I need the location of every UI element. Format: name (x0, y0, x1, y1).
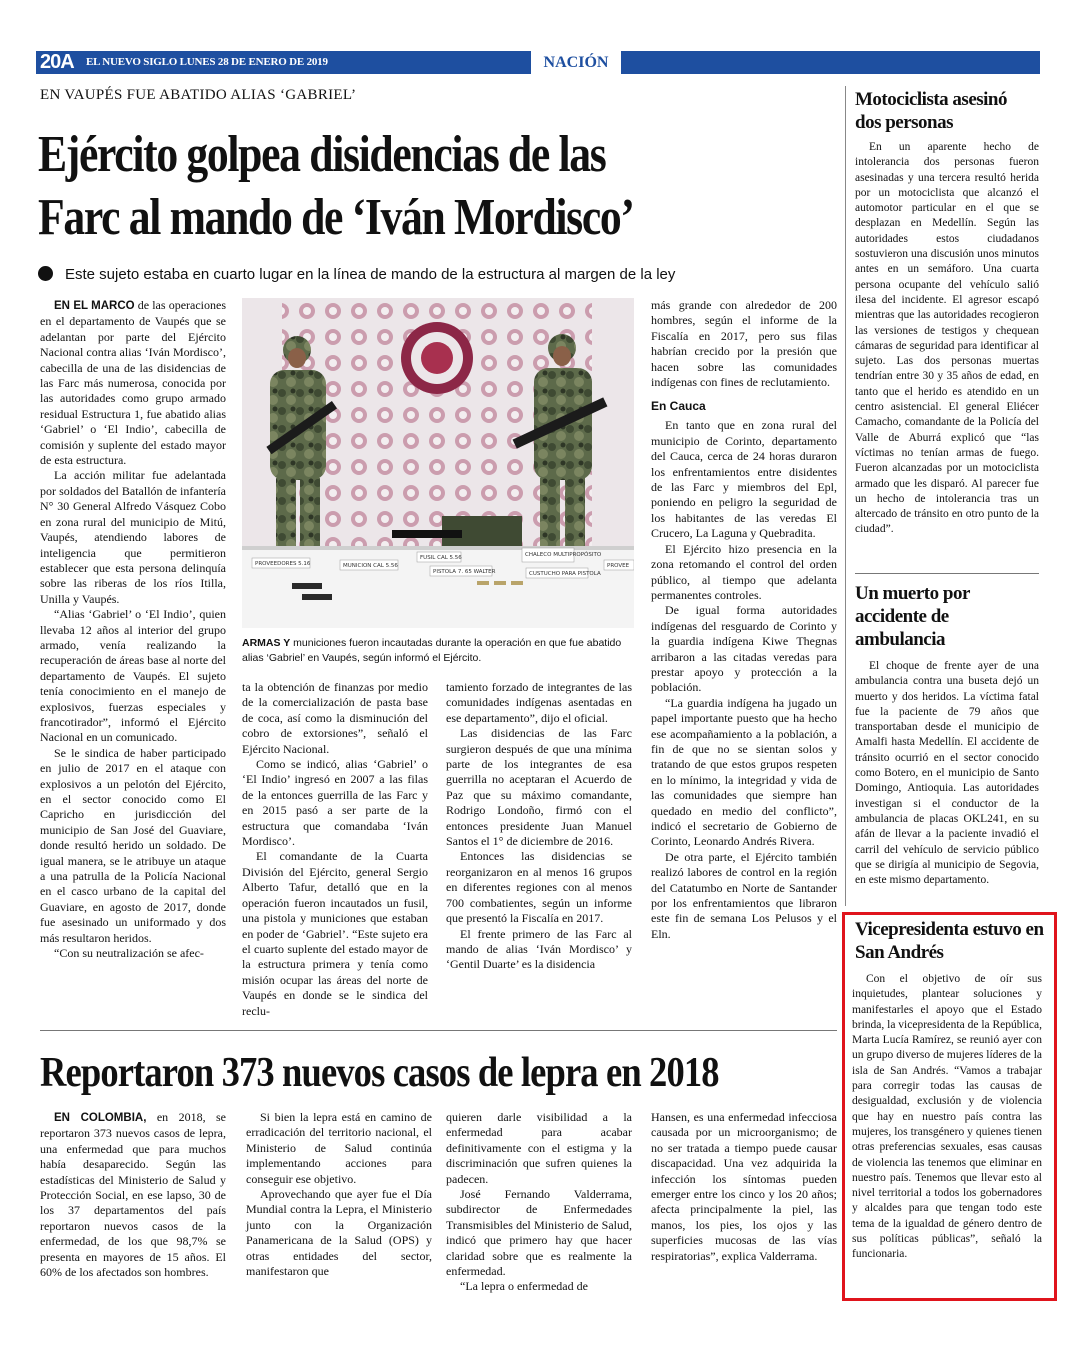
paragraph: Como se indicó, alias ‘Gabriel’ o ‘El Indio’ ingresó en 2007 a las filas de la entonces guerrilla de las Farc y en 2015 pasó a ser parte de la estructura que comandaba ‘Iván Mordisco’. (242, 757, 428, 849)
paragraph: El comandante de la Cuarta División del Ejército, general Sergio Alberto Tafur, detalló que en la operación fueron incautados un fusil, una pistola y municiones que estaban en poder de ‘Gabriel’. “Este sujeto era el cuarto suplente del estado mayor de la estructura primera y tenía como misión ocupar las áreas del norte de Vaupés en donde se le sindica del reclu- (242, 849, 428, 1018)
paragraph: tamiento forzado de integrantes de las comunidades indígenas asentadas en ese departamento”, dijo el oficial. (446, 680, 632, 725)
paragraph: Con el objetivo de oír sus inquietudes, plantear soluciones y manifestarles el apoyo que el Estado brinda, la vicepresidenta de la República, Marta Lucía Ramírez, se reunió ayer con un grupo diverso de mujeres líderes de la isla de San Andrés. “Vamos a trabajar para corregir todas las causas de desigualdad, exclusión y de violencia que hay en nuestro país contra las mujeres, los transgénero y quienes tienen otras preferencias sexuales, esas causas de violencia las tenemos que eliminar en nuestro país. Tenemos que llevar esto al nivel territorial a todos los gobernadores y alcaldes para que tengan todo este tema de la igualdad de género dentro de sus políticas públicas”, señaló la funcionaria. (852, 973, 1042, 1261)
sidebar-divider (845, 86, 846, 906)
article-photo (242, 298, 634, 628)
paragraph: “La guardia indígena ha jugado un papel importante puesto que ha hecho ese acompañamiento a la población, a fin de que no se sientan solos y tratando de que estos grupos respeten en lo mínimo, la integridad y vida de las comunidades que siempre han quedado en medio del conflicto”, indicó el secretario de Gobierno de Corinto, Leonardo Andrés Rivera. (651, 695, 837, 849)
article-divider (40, 1030, 837, 1031)
photo-label: MUNICION CAL 5.56 (343, 563, 398, 569)
paragraph: La acción militar fue adelantada por soldados del Batallón de infantería N° 30 General Alfredo Vásquez Cobo en zona rural del municipio de Mitú, Vaupés, atendiendo labores de inteligencia que permitieron establecer que esta persona delinquía sobre las riberas de los ríos Itilla, Unilla y Vaupés. (40, 468, 226, 606)
paragraph: Aprovechando que ayer fue el Día Mundial contra la Lepra, el Ministerio junto con la Organización Panamericana de la Salud (OPS) y otras entidades del sector, manifestaron que (246, 1187, 432, 1279)
photo-label: FUSIL CAL 5.56 (420, 555, 462, 561)
photo-caption (242, 636, 634, 666)
sidebar-story-title: Vicepresidenta estuvo en San Andrés (855, 919, 1044, 963)
article-subhead (38, 265, 818, 285)
paragraph: “Con su neutralización se afec- (54, 946, 204, 961)
lepra-headline: Reportaron 373 nuevos casos de lepra en 2018 (40, 1050, 719, 1096)
paragraph: Si bien la lepra está en camino de erradicación del territorio nacional, el Ministerio de Salud continúa implementando acciones para conseguir ese objetivo. (246, 1110, 432, 1186)
paragraph: El choque de frente ayer de una ambulancia contra una buseta dejó un muerto y dos heridos. La víctima fatal fue la paciente de 79 años que transportaban desde el municipio de Amalfi hasta Medellín. El accidente de tránsito ocurrió en el sector conocido como Botero, en el municipio de Santo Domingo, Antioquia. Las autoridades investigan si el conductor de la ambulancia de placas OKL241, en su afán de llevar a la paciente invadió el carril del vehículo de servicio público que se dirigía al municipio de Segovia, en este mismo departamento. (855, 660, 1039, 887)
paragraph: Hansen, es una enfermedad infecciosa causada por un microorganismo; de no ser tratada a tiempo puede causar discapacidad. Una vez adquirida la infección los síntomas pueden emerger entre los cinco y los 20 años; afecta principalmente la piel, las manos, los pies, los ojos y las superficies mucosas de las vías respiratorias”, explica Valderrama. (651, 1110, 837, 1263)
paragraph: de las operaciones en el departamento de Vaupés que se adelantan por parte del Ejército Nacional contra alias ‘Iván Mordisco’, cabecilla de una de las disidencias de las Farc más numerosa, conocida por las autoridades como grupo armado residual Estructura 1, fue abatido alias ‘Gabriel’ o ‘El Indio’, cabecilla de comisión y suplente del estado mayor de esta estructura. (40, 298, 226, 468)
page-header-bar (36, 51, 1040, 74)
article-headline (38, 123, 702, 249)
paragraph: José Fernando Valderrama, subdirector de Enfermedades Transmisibles del Ministerio de Salud, indicó que primero hay que hacer claridad sobre que es realmente la enfermedad. (446, 1187, 632, 1279)
paragraph: El frente primero de las Farc al mando de alias ‘Iván Mordisco’ y ‘Gentil Duarte’ es la disidencia (446, 926, 632, 972)
lead-in: EN COLOMBIA, (54, 1112, 147, 1124)
lead-in: EN EL MARCO (54, 300, 135, 312)
sidebar-story-divider (855, 573, 1039, 574)
section-name: NACIÓN (531, 51, 621, 74)
paragraph: En tanto que en zona rural del municipio de Corinto, departamento del Cauca, cerca de 24 horas duraron los enfrentamientos entre disidentes de las Farc y miembros del Epl, poniendo en peligro la seguridad de los habitantes de las veredas El Crucero, La Laguna y Quebradita. (651, 418, 837, 541)
article-kicker: EN VAUPÉS FUE ABATIDO ALIAS ‘GABRIEL’ (40, 87, 357, 103)
main-article-column-3 (446, 680, 632, 973)
paragraph: en 2018, se reportaron 373 nuevos casos de lepra, una enfermedad que para muchos había desaparecido. Según las estadísticas del Ministerio de Salud y Protección Social, en ese lapso, 30 de los 37 departamentos del país reportaron nuevos casos de la enfermedad, de los que 98,7% se presenta en mayores de 15 años. El 60% de los afectados son hombres. (40, 1110, 226, 1280)
main-article-column-2 (242, 680, 428, 1019)
sidebar-story-body (855, 140, 1039, 538)
sidebar-story-title: Un muerto por accidente de ambulancia (855, 583, 970, 650)
paragraph: quieren darle visibilidad a la enfermedad para acabar definitivamente con el estigma y la discriminación que sufren quienes la padecen. (446, 1110, 632, 1186)
paragraph: En un aparente hecho de intolerancia dos personas fueron asesinadas y una tercera resultó herida por un motociclista que alcanzó el automotor particular en el que se desplazan en Medellín. Según las autoridades estos ciudadanos sostuvieron una discusión unos minutos antes en un semáforo. Una cuarta persona ocupante del vehículo salió ilesa del incidente. El agresor escapó mientras que las autoridades recogieron las versiones de testigos y chequean cámaras de seguridad para identificar al sujeto. Las dos personas muertas tendrían entre 30 y 35 años de edad, en tanto que el herido es atendido en un centro asistencial. El general Eliécer Camacho, comandante de la Policía del Valle de Aburrá explicó que “las víctimas no tenían armas de fuego. Fueron alcanzadas por un motociclista armado que les disparó. Al parecer fue un hecho de intolerancia tras un altercado de tránsito en otro punto de la ciudad”. (855, 141, 1039, 536)
lepra-column-3 (446, 1110, 632, 1295)
lepra-column-4 (651, 1110, 837, 1264)
section-subtitle: En Cauca (651, 399, 706, 414)
bullet-icon (38, 266, 53, 281)
photo-label: CUSTUCHO PARA PISTOLA (529, 571, 601, 577)
photo-label: PROVEEDORES 5.16 (255, 561, 311, 567)
sidebar-story-title: Motociclista asesinó dos personas (855, 89, 1008, 133)
paragraph: De otra parte, el Ejército también realizó labores de control en la región del Catatumbo en Norte de Santander por los enfrentamientos que libraron este fin de semana Los Pelusos y el Eln. (651, 849, 837, 941)
photo-label: CHALECO MULTIPROPÓSITO (525, 552, 602, 558)
sidebar-story-body (852, 972, 1042, 1263)
lepra-column-1 (40, 1110, 226, 1280)
sidebar-story-body (855, 659, 1039, 888)
main-article-column-1 (40, 298, 226, 961)
page-number: 20A (40, 51, 74, 73)
paragraph: Las disidencias de las Farc surgieron después de que una mínima parte de los integrantes de esa guerrilla no aceptaran el Acuerdo de Paz que su máximo comandante, Rodrigo Londoño, firmó con el entonces presidente Juan Manuel Santos el 1° de diciembre de 2016. (446, 726, 632, 849)
headline-line-1: Ejército golpea disidencias de las (38, 126, 606, 183)
photo-label: PROVEE (607, 563, 630, 569)
caption-text: municiones fueron incautadas durante la operación en que fue abatido alias ‘Gabriel’ en Vaupés, según informó el Ejército. (242, 637, 622, 664)
paragraph: “Alias ‘Gabriel’ o ‘El Indio’, quien llevaba 12 años al interior del grupo armado, venía realizando la recuperación de áreas base al norte del departamento de Vaupés. El sujeto tenía conocimiento en el manejo de explosivos, fuerzas especiales y francotirador”, informó el Ejército Nacional en un comunicado. (40, 607, 226, 745)
paragraph: ta la obtención de finanzas por medio de la comercialización de pasta base de coca, así como la disminución del cobro de extorsiones”, señaló el Ejército Nacional. (242, 680, 428, 756)
headline-line-2: Farc al mando de ‘Iván Mordisco’ (38, 189, 634, 246)
subhead-text: Este sujeto estaba en cuarto lugar en la línea de mando de la estructura al margen de la ley (65, 266, 676, 283)
photo-label: PISTOLA 7. 65 WALTER (433, 569, 496, 575)
lepra-column-2 (246, 1110, 432, 1279)
soldiers-weapons-photo (242, 298, 634, 628)
main-article-column-4 (651, 298, 837, 942)
paragraph: “La lepra o enfermedad de (460, 1279, 588, 1294)
paragraph: más grande con alrededor de 200 hombres, según el informe de la Fiscalía en 2017, pero sus filas habrían crecido por la presión que hacen sobre las comunidades indígenas con fines de reclutamiento. (651, 298, 837, 390)
caption-lead: ARMAS Y (242, 637, 291, 649)
paragraph: Se le sindica de haber participado en julio de 2017 en el ataque con explosivos a un pelotón del Ejército, en el sector conocido como El Capricho en jurisdicción del municipio de San José del Guaviare, donde resultó herido un soldado. De igual manera, se le atribuye un ataque a una patrulla de la Policía Nacional en el casco urbano de la capital del Guaviare, en agosto de 2017, donde fue asesinado un uniformado y dos más resultaron heridos. (40, 745, 226, 945)
paragraph: El Ejército hizo presencia en la zona retomando el control del orden público, al tiempo que adelanta permanentes controles. (651, 541, 837, 602)
publication-dateline: EL NUEVO SIGLO LUNES 28 DE ENERO DE 2019 (86, 56, 328, 68)
paragraph: De igual forma autoridades indígenas del resguardo de Corinto y la guardia indígena Kiwe Thegnas arribaron a las citadas veredas para prestar apoyo y protección a la población. (651, 603, 837, 695)
paragraph: Entonces las disidencias se reorganizaron en al menos 16 grupos en diferentes regiones con al menos 700 combatientes, según un informe que presentó la Fiscalía en 2017. (446, 849, 632, 926)
